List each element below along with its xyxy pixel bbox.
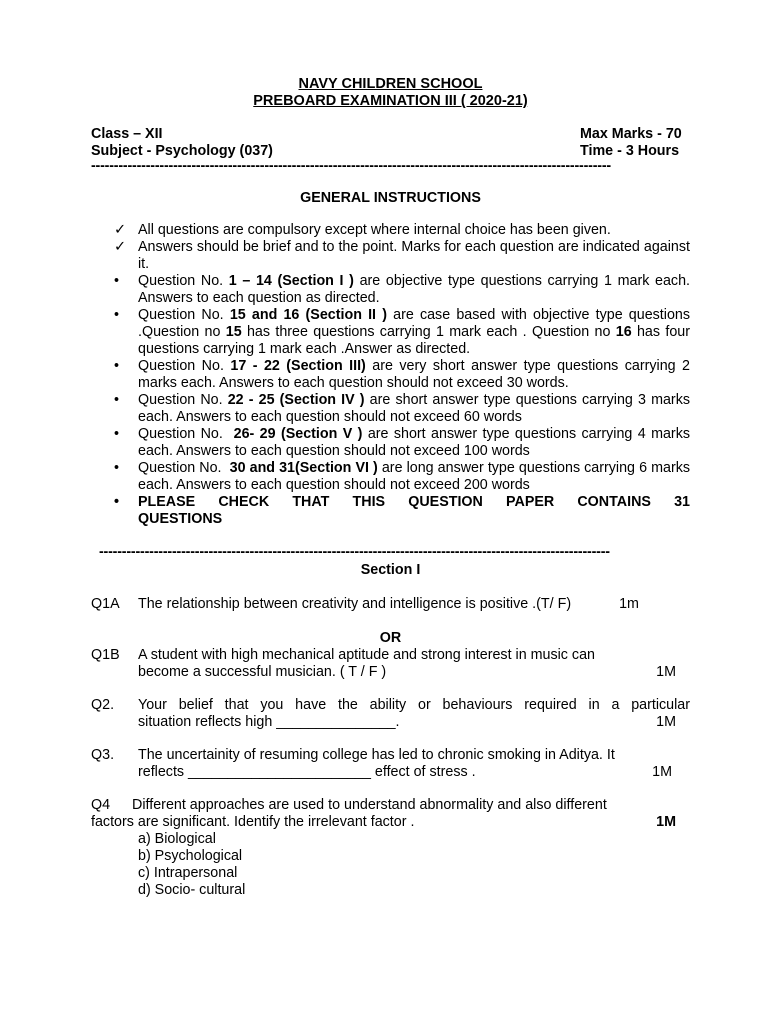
- question-marks: 1M: [656, 714, 676, 730]
- instruction-item-check-paper: • PLEASE CHECK THAT THIS QUESTION PAPER CONTAINS 31 QUESTIONS: [114, 494, 690, 527]
- instruction-item: • Question No. 26- 29 (Section V ) are short answer type questions carrying 4 marks each. Answers to each question should not exceed 100 words: [114, 426, 690, 459]
- question-text: factors are significant. Identify the irrelevant factor .: [91, 814, 415, 830]
- question-number: Q3.: [91, 747, 115, 763]
- max-marks: Max Marks - 70: [580, 126, 682, 142]
- bullet-icon: •: [114, 426, 120, 442]
- instruction-item: • Question No. 22 - 25 (Section IV ) are short answer type questions carrying 3 marks each. Answers to each question should not exceed 60 words: [114, 392, 690, 425]
- class-label: Class – XII: [91, 126, 163, 142]
- instruction-item: • Question No. 30 and 31(Section VI ) are long answer type questions carrying 6 marks each. Answers to each question should not exceed 200 words: [114, 460, 690, 493]
- question-text: The relationship between creativity and intelligence is positive .(T/ F): [138, 596, 572, 612]
- instruction-item: ✓ Answers should be brief and to the point. Marks for each question are indicated against it.: [114, 239, 690, 272]
- bullet-icon: •: [114, 460, 120, 476]
- time-label: Time - 3 Hours: [580, 143, 680, 159]
- question-marks: 1M: [656, 814, 676, 830]
- question-number: Q2.: [91, 697, 115, 713]
- question-q3: [91, 747, 690, 781]
- question-text: situation reflects high _______________.: [138, 714, 400, 730]
- bullet-icon: •: [114, 494, 120, 510]
- check-icon: ✓: [114, 239, 126, 255]
- header-row-1: [91, 126, 690, 143]
- question-q1a: [91, 596, 690, 613]
- instruction-item: • Question No. 17 - 22 (Section III) are very short answer type questions carrying 2 marks each. Answers to each question should not exceed 30 words.: [114, 358, 690, 391]
- question-marks: 1m: [619, 596, 639, 612]
- instructions-title: GENERAL INSTRUCTIONS: [300, 190, 481, 206]
- instruction-item: • Question No. 1 – 14 (Section I ) are objective type questions carrying 1 mark each. Answers to each question as directed.: [114, 273, 690, 306]
- question-q1b: [91, 647, 690, 681]
- school-name: NAVY CHILDREN SCHOOL: [298, 76, 483, 92]
- question-text: A student with high mechanical aptitude and strong interest in music can: [138, 647, 595, 663]
- check-icon: ✓: [114, 222, 126, 238]
- question-marks: 1M: [652, 764, 672, 780]
- instruction-item: • Question No. 15 and 16 (Section II ) are case based with objective type questions .Question no 15 has three questions carrying 1 mark each . Question no 16 has four questions carrying 1 mark each .Answer as directed.: [114, 307, 691, 357]
- instructions-list: [91, 222, 690, 528]
- or-separator: OR: [379, 630, 402, 646]
- header-separator: ------------------------------------------------------------------------------------------------------------------: [91, 160, 611, 172]
- subject-label: Subject - Psychology (037): [91, 143, 273, 159]
- option-item: d) Socio- cultural: [138, 882, 246, 898]
- question-text: Your belief that you have the ability or behaviours required in a particular: [138, 697, 690, 713]
- question-number: Q1B: [91, 647, 120, 663]
- exam-title: PREBOARD EXAMINATION III ( 2020-21): [253, 93, 528, 109]
- question-number: Q4: [91, 797, 111, 813]
- bullet-icon: •: [114, 307, 120, 323]
- bullet-icon: •: [114, 358, 120, 374]
- question-text: reflects _______________________ effect of stress .: [138, 764, 476, 780]
- header-row-2: [91, 143, 690, 160]
- instruction-item: ✓ All questions are compulsory except where internal choice has been given.: [114, 222, 611, 238]
- question-text: become a successful musician. ( T / F ): [138, 664, 387, 680]
- option-item: c) Intrapersonal: [138, 865, 238, 881]
- bullet-icon: •: [114, 273, 120, 289]
- option-item: b) Psychological: [138, 848, 243, 864]
- question-number: Q1A: [91, 596, 120, 612]
- section-title: Section I: [360, 562, 421, 578]
- option-list: [91, 831, 690, 899]
- bullet-icon: •: [114, 392, 120, 408]
- question-q4: [91, 797, 690, 899]
- question-text: Different approaches are used to understand abnormality and also different: [132, 797, 607, 813]
- question-q2: [91, 697, 690, 731]
- question-marks: 1M: [656, 664, 676, 680]
- option-item: a) Biological: [138, 831, 216, 847]
- question-text: The uncertainity of resuming college has led to chronic smoking in Aditya. It: [138, 747, 615, 763]
- section-separator: ----------------------------------------------------------------------------------------------------------------: [99, 546, 610, 558]
